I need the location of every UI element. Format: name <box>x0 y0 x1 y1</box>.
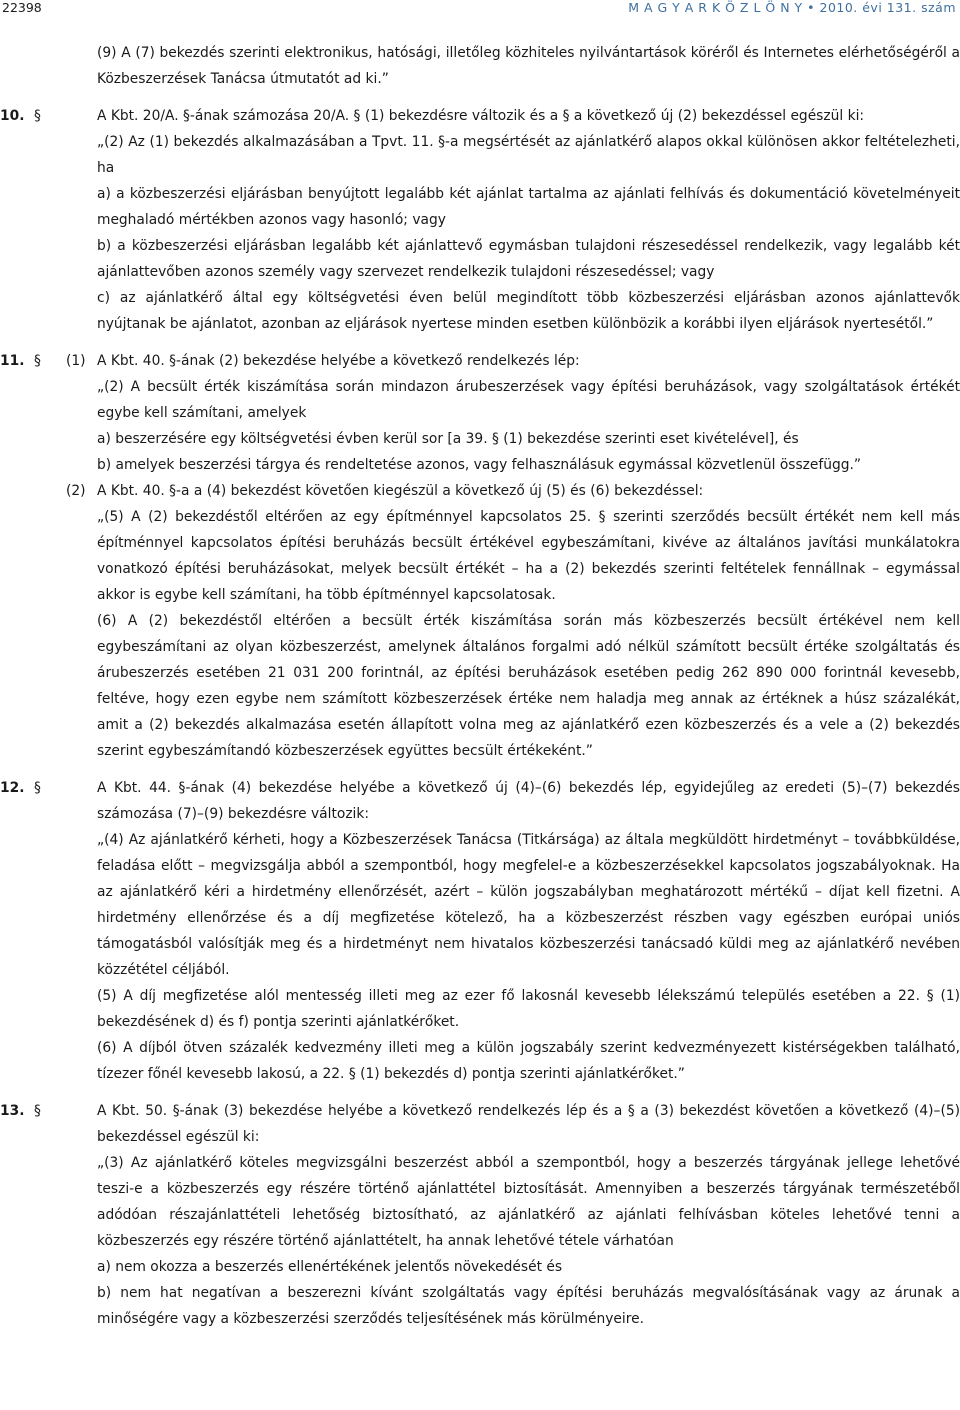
point-a: a) a közbeszerzési eljárásban benyújtott legalább két ajánlat tartalma az ajánlati felhívás és dokumentáció követelményeit meghaladó mértékben azonos vagy hasonló; vagy <box>97 186 960 228</box>
quote-paragraph: „(2) A becsült érték kiszámítása során mindazon árubeszerzések vagy építési beruházások, vagy szolgáltatások értékét egybe kell számítani, amelyek <box>97 379 960 421</box>
quote-paragraph-6: (6) A (2) bekezdéstől eltérően a becsült érték kiszámítása során más közbeszerzés becsült értékével nem kell egybeszámítani az olyan közbeszerzést, amelynek általános forgalmi adó nélkül számított becsült értéke szolgáltatás és árubeszerzés esetében 21 031 200 forintnál, az építési beruházások esetében pedig 262 890 000 forintnál kevesebb, feltéve, hogy ezen egybe nem számított közbeszerzések értéke nem haladja meg annak az értéknek a húsz százalékát, amit a (2) bekezdés alkalmazása esetén állapított volna meg az ajánlatkérő ezen közbeszerzés és a vele a (2) bekezdés szerint egybeszámítandó közbeszerzések együttes becsült értékeként.” <box>97 613 960 759</box>
paragraph-9: (9) A (7) bekezdés szerinti elektronikus, hatósági, illetőleg közhiteles nyilvántartások köréről és Internetes elérhetőségéről a Közbeszerzések Tanácsa útmutatót ad ki.” <box>97 45 960 87</box>
subsection-lead: A Kbt. 40. §-a a (4) bekezdést követően kiegészül a következő új (5) és (6) bekezdéssel: <box>97 483 704 499</box>
quote-paragraph-6: (6) A díjból ötven százalék kedvezmény illeti meg a külön jogszabály szerint kedvezményezett kistérségekben található, tízezer főnél kevesebb lakosú, a 22. § (1) bekezdés d) pontja szerinti ajánlatkérőket.” <box>97 1040 960 1082</box>
subsection-number: (1) <box>66 353 86 369</box>
section-13 <box>0 1098 960 1332</box>
page-number: 22398 <box>2 0 42 15</box>
section-sign: § <box>34 108 41 124</box>
section-number: 10. <box>0 108 25 124</box>
section-11 <box>0 348 960 764</box>
section-sign: § <box>34 1103 41 1119</box>
quote-paragraph-5: (5) A díj megfizetése alól mentesség illeti meg az ezer fő lakosnál kevesebb lélekszámú település esetében a 22. § (1) bekezdésének d) és f) pontja szerinti ajánlatkérőket. <box>97 988 960 1030</box>
section-lead: A Kbt. 44. §-ának (4) bekezdése helyébe a következő új (4)–(6) bekezdés lép, egyidejűleg az eredeti (5)–(7) bekezdés számozása (7)–(9) bekezdésre változik: <box>97 780 960 822</box>
journal-title: M A G Y A R K Ö Z L Ö N Y • 2010. évi 131. szám <box>628 0 956 15</box>
point-b: b) nem hat negatívan a beszerezni kívánt szolgáltatás vagy építési beruházás megvalósításának vagy az árunak a minőségére vagy a közbeszerzési szerződés teljesítésének más körülményeire. <box>97 1285 960 1327</box>
point-b: b) a közbeszerzési eljárásban legalább két ajánlattevő egymásban tulajdoni részesedéssel rendelkezik, vagy legalább két ajánlattevőben azonos személy vagy szervezet rendelkezik tulajdoni részesedéssel; vagy <box>97 238 960 280</box>
document-body <box>0 40 960 1332</box>
quote-paragraph-4: „(4) Az ajánlatkérő kérheti, hogy a Közbeszerzések Tanácsa (Titkársága) az általa megküldött hirdetményt – továbbküldése, feladása előtt – megvizsgálja abból a szempontból, hogy megfelel-e a közbeszerzésekkel kapcsolatos jogszabályoknak. Ha az ajánlatkérő kéri a hirdetmény ellenőrzését, azért – külön jogszabályban meghatározott mértékű – díjat kell fizetni. A hirdetmény ellenőrzése és a díj megfizetése kötelező, ha a közbeszerzést részben vagy egészben európai uniós támogatásból valósítják meg és a hirdetményt nem hivatalos közbeszerzési tanácsadó küldi meg az ajánlatkérő nevében közzététel céljából. <box>97 832 960 978</box>
point-a: a) beszerzésére egy költségvetési évben kerül sor [a 39. § (1) bekezdése szerinti eset kivételével], és <box>97 431 799 447</box>
section-lead: A Kbt. 20/A. §-ának számozása 20/A. § (1) bekezdésre változik és a § a következő új (2) bekezdéssel egészül ki: <box>97 108 865 124</box>
quote-paragraph-5: „(5) A (2) bekezdéstől eltérően az egy építménnyel kapcsolatos 25. § szerinti szerződés becsült értékét nem kell más építménnyel kapcsolatos építési beruházás becsült értékével egybeszámítani, kivéve az általános javítási munkálatokra vonatkozó építési beruházásokat, melyek becsült értékét – ha a (2) bekezdés szerinti feltételek fennállnak – egymással akkor is egybe kell számítani, ha több építménnyel kapcsolatosak. <box>97 509 960 603</box>
page-header <box>0 0 960 22</box>
section-sign: § <box>34 353 41 369</box>
quote-paragraph-3: „(3) Az ajánlatkérő köteles megvizsgálni beszerzést abból a szempontból, hogy a beszerzés tárgyának jellege lehetővé teszi-e a közbeszerzés egy részére történő ajánlattétel biztosítását. Amennyiben a beszerzés tárgyának természetéből adódóan részajánlattételi lehetőség biztosítható, az ajánlatkérő az ajánlati felhívásban köteles lehetővé tenni a közbeszerzés egy részére történő ajánlattételt, ha annak lehetővé tétele várhatóan <box>97 1155 960 1249</box>
section-sign: § <box>34 780 41 796</box>
subsection-2 <box>66 478 960 504</box>
section-number: 11. <box>0 353 25 369</box>
subsection-lead: A Kbt. 40. §-ának (2) bekezdése helyébe a következő rendelkezés lép: <box>97 353 580 369</box>
section-number: 12. <box>0 780 25 796</box>
subsection-1 <box>66 348 960 374</box>
section-12 <box>0 775 960 1087</box>
point-b: b) amelyek beszerzési tárgya és rendeltetése azonos, vagy felhasználásuk egymással közvetlenül összefügg.” <box>97 457 862 473</box>
section-number: 13. <box>0 1103 25 1119</box>
section-10 <box>0 103 960 337</box>
point-a: a) nem okozza a beszerzés ellenértékének jelentős növekedését és <box>97 1259 563 1275</box>
section-lead: A Kbt. 50. §-ának (3) bekezdése helyébe a következő rendelkezés lép és a § a (3) bekezdést követően a következő (4)–(5) bekezdéssel egészül ki: <box>97 1103 960 1145</box>
point-c: c) az ajánlatkérő által egy költségvetési éven belül megindított több közbeszerzési eljárásban azonos ajánlattevők nyújtanak be ajánlatot, azonban az eljárások nyertese minden esetben különbözik a korábbi ilyen eljárások nyertesétől.” <box>97 290 960 332</box>
quote-paragraph: „(2) Az (1) bekezdés alkalmazásában a Tpvt. 11. §-a megsértését az ajánlatkérő alapos okkal különösen akkor feltételezheti, ha <box>97 134 960 176</box>
subsection-number: (2) <box>66 483 86 499</box>
